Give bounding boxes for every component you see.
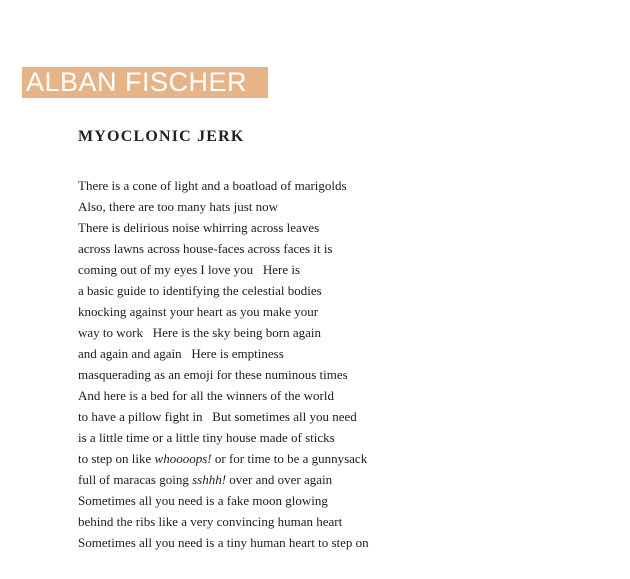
author-name: ALBAN FISCHER <box>26 67 248 97</box>
poem-line-text: over and over again <box>226 472 333 487</box>
poem-line: Sometimes all you need is a fake moon glowing <box>78 493 328 508</box>
poem-line: coming out of my eyes I love you Here is <box>78 262 301 277</box>
author-banner <box>22 67 268 98</box>
poem-line: masquerading as an emoji for these numinous times <box>78 367 348 382</box>
poem-line-italic: whoooops! <box>154 451 212 466</box>
poem-line-italic: sshhh! <box>192 472 227 487</box>
poem-body <box>78 175 369 553</box>
poem-line <box>78 469 369 490</box>
poem-line: across lawns across house-faces across faces it is <box>78 241 333 256</box>
poem-line: knocking against your heart as you make your <box>78 304 319 319</box>
poem-line: to have a pillow fight in But sometimes all you need <box>78 409 357 424</box>
poem-line-text: or for time to be a gunnysack <box>211 451 368 466</box>
poem-line: There is delirious noise whirring across leaves <box>78 220 320 235</box>
poem-line: and again and again Here is emptiness <box>78 346 284 361</box>
poem-line: behind the ribs like a very convincing human heart <box>78 514 343 529</box>
poem-line: Sometimes all you need is a tiny human heart to step on <box>78 535 369 550</box>
poem-line: a basic guide to identifying the celestial bodies <box>78 283 322 298</box>
poem-line: And here is a bed for all the winners of the world <box>78 388 334 403</box>
poem-line: is a little time or a little tiny house made of sticks <box>78 430 335 445</box>
poem-title: MYOCLONIC JERK <box>78 128 245 145</box>
poem-line <box>78 448 369 469</box>
poem-line: way to work Here is the sky being born again <box>78 325 321 340</box>
poem-line: There is a cone of light and a boatload of marigolds <box>78 178 347 193</box>
poem-line: Also, there are too many hats just now <box>78 199 279 214</box>
poem-line-text: to step on like <box>78 451 155 466</box>
poem-line-text: full of maracas going <box>78 472 193 487</box>
